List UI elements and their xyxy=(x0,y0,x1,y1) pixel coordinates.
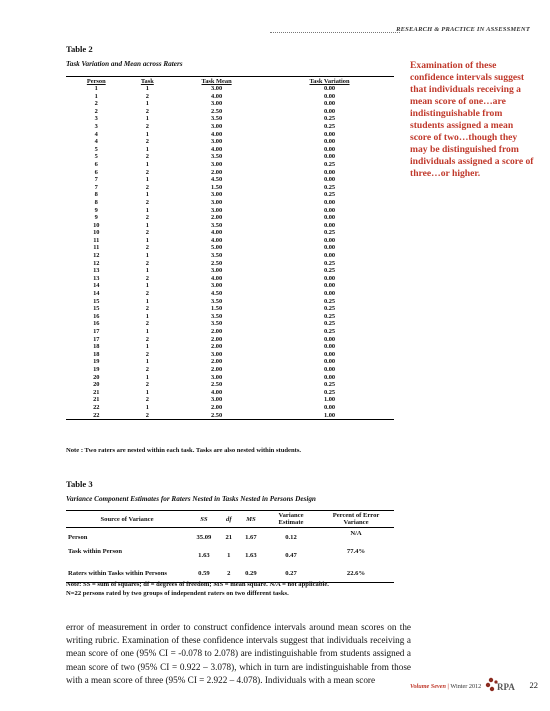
table2-cell: 2 xyxy=(145,305,149,313)
table2-cell: 3.00 xyxy=(211,198,223,206)
table-row xyxy=(66,546,394,564)
table-row xyxy=(66,161,394,169)
table2-cell: 2.50 xyxy=(211,381,223,389)
table3-note xyxy=(66,580,406,598)
table2-cell: 1 xyxy=(145,191,149,199)
table2-cell: 0.00 xyxy=(323,85,336,92)
table2-cell: 2 xyxy=(145,153,149,161)
table2-cell: 0.00 xyxy=(323,206,336,214)
logo-text: RPA xyxy=(497,682,515,692)
table-row xyxy=(66,260,394,268)
table2-cell: 0.00 xyxy=(323,168,336,176)
table2-cell: 0.00 xyxy=(323,290,336,298)
running-title: RESEARCH & PRACTICE IN ASSESSMENT xyxy=(396,26,530,33)
table2-cell: 8 xyxy=(94,191,98,199)
table2-cell: 0.00 xyxy=(323,92,336,100)
table-row xyxy=(66,343,394,351)
table2-cell: 12 xyxy=(93,252,100,260)
table2-cell: 4 xyxy=(94,138,98,146)
table2-cell: 0.00 xyxy=(323,221,336,229)
table2-cell: 3.00 xyxy=(211,160,223,168)
table2-cell: 0.00 xyxy=(323,252,336,260)
running-header xyxy=(270,25,530,39)
table2-cell: 0.00 xyxy=(323,350,336,358)
table2-cell: 2 xyxy=(145,138,149,146)
table2-cell: 4.00 xyxy=(211,92,223,100)
header-dotted-rule xyxy=(270,32,400,33)
table-row xyxy=(66,138,394,146)
table2-cell: 1 xyxy=(145,130,149,138)
table2-cell: 3.50 xyxy=(211,297,223,305)
table2-cell: 17 xyxy=(93,335,100,343)
table2-cell: 11 xyxy=(93,244,100,252)
table2-cell: 0.00 xyxy=(323,130,336,138)
table2-cell: 22 xyxy=(93,403,100,411)
table2-cell: 0.00 xyxy=(323,145,336,153)
table2-cell: 0.00 xyxy=(323,236,336,244)
table2-cell: 2.00 xyxy=(211,343,223,351)
table2-cell: 1 xyxy=(145,145,149,153)
table2-header-task: Task xyxy=(127,77,169,86)
table2-cell: 0.00 xyxy=(323,403,336,411)
table2-cell: 9 xyxy=(94,214,98,222)
table2-cell: 17 xyxy=(93,328,100,335)
table2-cell: 7 xyxy=(94,176,98,184)
table2-cell: 1 xyxy=(145,206,149,214)
table2-cell: 3.50 xyxy=(211,252,223,260)
table3-cell: Person xyxy=(68,533,88,541)
table2-cell: 2.50 xyxy=(211,107,223,115)
table2-cell: 0.25 xyxy=(323,160,336,168)
pull-quote: Examination of these confidence intervals suggest that individuals receiving a mean score of one…are indistinguishable from students assigned a mean score of two…though they may be distinguished from individuals assigned a score of three…or higher. xyxy=(410,60,534,179)
table2-cell: 3.50 xyxy=(211,312,223,320)
table-row xyxy=(66,146,394,154)
table2-cell: 2 xyxy=(145,168,149,176)
table2-cell: 1 xyxy=(145,297,149,305)
page-footer xyxy=(410,676,538,706)
table2-cell: 4.00 xyxy=(211,236,223,244)
table2-cell: 6 xyxy=(94,160,98,168)
table2 xyxy=(66,76,394,420)
table2-cell: 9 xyxy=(94,206,98,214)
table2-cell: 0.25 xyxy=(323,115,336,123)
table2-header-person: Person xyxy=(66,77,127,86)
table2-cell: 0.00 xyxy=(323,244,336,252)
table3-header-variance-estimate: Variance Estimate xyxy=(264,511,318,528)
table2-cell: 0.00 xyxy=(323,274,336,282)
table2-cell: 3.00 xyxy=(211,191,223,199)
table2-cell: 4.00 xyxy=(211,229,223,237)
table2-cell: 3.00 xyxy=(211,206,223,214)
table-row xyxy=(66,396,394,404)
table-row xyxy=(66,115,394,123)
table2-cell: 2 xyxy=(145,320,149,328)
table-row xyxy=(66,412,394,420)
table2-cell: 2 xyxy=(145,214,149,222)
table2-cell: 0.25 xyxy=(323,267,336,275)
table2-cell: 16 xyxy=(93,320,100,328)
table-row xyxy=(66,366,394,374)
table3-header-ms: MS xyxy=(238,511,264,528)
table-row xyxy=(66,528,394,547)
table-row xyxy=(66,93,394,101)
table2-cell: 3.00 xyxy=(211,396,223,404)
table2-cell: 1 xyxy=(145,236,149,244)
table2-cell: 2 xyxy=(94,107,98,115)
table2-cell: 0.25 xyxy=(323,191,336,199)
table3-title: Table 3 xyxy=(66,479,93,489)
table2-cell: 0.25 xyxy=(323,305,336,313)
table2-cell: 0.25 xyxy=(323,183,336,191)
table3-cell: 77.4% xyxy=(346,548,366,555)
table2-cell: 2.00 xyxy=(211,335,223,343)
table-row xyxy=(66,169,394,177)
table2-cell: 1 xyxy=(145,328,149,335)
table2-cell: 14 xyxy=(93,282,100,290)
table2-cell: 3.00 xyxy=(211,350,223,358)
table2-cell: 1 xyxy=(145,267,149,275)
table-row xyxy=(66,282,394,290)
table3-header-percent-error: Percent of Error Variance xyxy=(318,511,394,528)
table2-cell: 1 xyxy=(145,100,149,108)
table2-cell: 8 xyxy=(94,198,98,206)
table2-cell: 0.00 xyxy=(323,198,336,206)
table-row xyxy=(66,374,394,382)
table2-cell: 13 xyxy=(93,274,100,282)
table2-cell: 1.00 xyxy=(265,412,394,420)
table-row xyxy=(66,123,394,131)
table-row xyxy=(66,131,394,139)
table2-cell: 4.50 xyxy=(211,176,223,184)
table-row xyxy=(66,229,394,237)
table2-cell: 1 xyxy=(145,176,149,184)
table2-caption: Task Variation and Mean across Raters xyxy=(66,60,183,68)
table-row xyxy=(66,328,394,336)
table3-note-line2: N=22 persons rated by two groups of independent raters on two different tasks. xyxy=(66,590,289,597)
body-paragraph: error of measurement in order to construct confidence intervals around mean scores on the writing rubric. Examination of these confidence intervals suggest that individuals receiving a mean score of one (95% CI = -0.078 to 2.078) are indistinguishable from students assigned a mean score of two (95% CI = 0.922 – 3.078), which in turn are indistinguishable from those with a mean score of three (95% CI = 2.922 – 4.078). Individuals with a mean score xyxy=(66,622,411,685)
table2-cell: 2 xyxy=(145,365,149,373)
table2-cell: 0.25 xyxy=(323,328,336,335)
table2-cell: 0.00 xyxy=(323,214,336,222)
table2-cell: 6 xyxy=(94,168,98,176)
table3-note-line1: Note: SS = sum of squares; df = degrees of freedom; MS = mean square. N/A = not applicable. xyxy=(66,581,329,588)
table-row xyxy=(66,404,394,412)
table3-cell: Task within Person xyxy=(68,548,122,555)
table2-cell: 2.50 xyxy=(211,259,223,267)
table2-cell: 2 xyxy=(127,412,169,420)
table3-cell: 0.29 xyxy=(238,564,264,583)
table2-cell: 2 xyxy=(145,183,149,191)
table-row xyxy=(66,298,394,306)
table2-header-task-mean: Task Mean xyxy=(168,77,265,86)
table3-cell: 2 xyxy=(220,564,238,583)
table-row xyxy=(66,199,394,207)
table2-cell: 3.00 xyxy=(211,282,223,290)
table2-body xyxy=(66,85,394,420)
table2-cell: 4.00 xyxy=(211,145,223,153)
table2-cell: 20 xyxy=(93,381,100,389)
table2-cell: 1 xyxy=(145,373,149,381)
table3-cell: Raters within Tasks within Persons xyxy=(66,564,188,583)
table2-cell: 3 xyxy=(94,115,98,123)
table2-cell: 3.00 xyxy=(211,122,223,130)
table2-cell: 3.00 xyxy=(211,267,223,275)
table2-cell: 13 xyxy=(93,267,100,275)
table2-header-task-variation: Task Variation xyxy=(265,77,394,86)
table3-cell: 1 xyxy=(227,551,231,559)
table2-note: Note : Two raters are nested within each task. Tasks are also nested within students. xyxy=(66,447,302,454)
table-row xyxy=(66,313,394,321)
table-row xyxy=(66,184,394,192)
table2-cell: 2 xyxy=(145,335,149,343)
table2-cell: 0.00 xyxy=(323,343,336,351)
footer-volume: Volume Seven | Winter 2012 xyxy=(410,683,482,690)
table2-cell: 4.00 xyxy=(211,274,223,282)
footer-volume-label: Volume Seven xyxy=(410,683,446,690)
table2-cell: 2.00 xyxy=(211,403,223,411)
table2-cell: 2 xyxy=(145,259,149,267)
table2-cell: 1 xyxy=(145,85,149,92)
table-row xyxy=(66,305,394,313)
table-row xyxy=(66,336,394,344)
table2-cell: 0.00 xyxy=(323,176,336,184)
table2-cell: 0.25 xyxy=(323,122,336,130)
table3-cell: 1.67 xyxy=(245,533,257,541)
table-row xyxy=(66,320,394,328)
table3-cell: 22.6% xyxy=(318,564,394,583)
table3-cell: 0.59 xyxy=(188,564,220,583)
table2-cell: 0.25 xyxy=(323,259,336,267)
table2-cell: 0.00 xyxy=(323,100,336,108)
rpa-logo-icon xyxy=(485,674,515,696)
table3-cell: 35.09 xyxy=(196,533,212,541)
table2-cell: 20 xyxy=(93,373,100,381)
table2-cell: 2 xyxy=(145,350,149,358)
table2-cell: 4.50 xyxy=(211,290,223,298)
table2-cell: 3.50 xyxy=(211,115,223,123)
table3 xyxy=(66,510,394,583)
table2-cell: 1 xyxy=(145,115,149,123)
table2-cell: 4 xyxy=(94,130,98,138)
table3-cell: 1.63 xyxy=(198,551,210,559)
table2-cell: 14 xyxy=(93,290,100,298)
table2-cell: 1 xyxy=(145,403,149,411)
table-row xyxy=(66,108,394,116)
table2-cell: 0.25 xyxy=(323,320,336,328)
table-row xyxy=(66,100,394,108)
table-row xyxy=(66,207,394,215)
table2-cell: 7 xyxy=(94,183,98,191)
table3-cell: 0.47 xyxy=(285,551,297,559)
table2-cell: 3 xyxy=(94,122,98,130)
table2-cell: 2 xyxy=(145,198,149,206)
table2-cell: 1 xyxy=(94,92,98,100)
table-row xyxy=(66,351,394,359)
table2-cell: 0.00 xyxy=(323,138,336,146)
table2-cell: 18 xyxy=(93,350,100,358)
table2-cell: 21 xyxy=(93,396,100,404)
table2-cell: 0.00 xyxy=(323,335,336,343)
table2-cell: 15 xyxy=(93,305,100,313)
table-row xyxy=(66,389,394,397)
table2-cell: 1 xyxy=(145,388,149,396)
table2-cell: 1.50 xyxy=(211,305,223,313)
table2-cell: 11 xyxy=(93,236,100,244)
table2-cell: 2.50 xyxy=(168,412,265,420)
table2-cell: 15 xyxy=(93,297,100,305)
table2-cell: 2.00 xyxy=(211,328,223,335)
table2-cell: 21 xyxy=(93,388,100,396)
table3-cell: 0.12 xyxy=(285,533,297,541)
page-number: 22 xyxy=(529,680,538,690)
table2-cell: 18 xyxy=(93,343,100,351)
table2-cell: 22 xyxy=(66,412,127,420)
table2-cell: 3.00 xyxy=(211,85,223,92)
table2-cell: 4.00 xyxy=(211,130,223,138)
table2-cell: 1.00 xyxy=(323,396,336,404)
table2-cell: 2 xyxy=(145,122,149,130)
table-row xyxy=(66,267,394,275)
table2-cell: 2 xyxy=(145,274,149,282)
table2-cell: 19 xyxy=(93,358,100,366)
table2-cell: 1 xyxy=(145,252,149,260)
table3-caption: Variance Component Estimates for Raters Nested in Tasks Nested in Persons Design xyxy=(66,495,316,503)
table2-cell: 0.25 xyxy=(323,388,336,396)
table-row xyxy=(66,252,394,260)
table2-title: Table 2 xyxy=(66,44,93,54)
table2-cell: 0.00 xyxy=(323,358,336,366)
table-row xyxy=(66,191,394,199)
table-row xyxy=(66,85,394,93)
table2-cell: 0.25 xyxy=(323,297,336,305)
table2-cell: 0.25 xyxy=(323,229,336,237)
table2-cell: 3.00 xyxy=(211,138,223,146)
table2-cell: 2 xyxy=(145,396,149,404)
footer-season: Winter 2012 xyxy=(450,683,482,690)
table2-cell: 3.50 xyxy=(211,221,223,229)
table2-cell: 10 xyxy=(93,229,100,237)
table-row xyxy=(66,358,394,366)
table2-cell: 0.25 xyxy=(323,312,336,320)
table2-cell: 12 xyxy=(93,259,100,267)
table2-cell: 1 xyxy=(145,343,149,351)
table2-cell: 0.00 xyxy=(323,282,336,290)
table-row xyxy=(66,275,394,283)
table2-cell: 19 xyxy=(93,365,100,373)
table3-cell: N/A xyxy=(350,530,362,537)
table-row xyxy=(66,214,394,222)
table2-cell: 5 xyxy=(94,145,98,153)
table3-cell: 1.63 xyxy=(245,551,257,559)
table2-cell: 5.00 xyxy=(211,244,223,252)
table2-cell: 10 xyxy=(93,221,100,229)
table3-header-source: Source of Variance xyxy=(66,511,188,528)
table2-cell: 1 xyxy=(145,160,149,168)
table3-header-ss: SS xyxy=(188,511,220,528)
table2-cell: 2 xyxy=(145,229,149,237)
table-row xyxy=(66,290,394,298)
table2-cell: 2.00 xyxy=(211,168,223,176)
table-row xyxy=(66,153,394,161)
table-row xyxy=(66,176,394,184)
table2-cell: 1 xyxy=(145,221,149,229)
table2-cell: 16 xyxy=(93,312,100,320)
table3-cell: 21 xyxy=(225,533,233,541)
table2-cell: 2 xyxy=(145,107,149,115)
table2-cell: 2 xyxy=(145,381,149,389)
table2-cell: 3.00 xyxy=(211,373,223,381)
table2-cell: 2 xyxy=(94,100,98,108)
table2-cell: 4.00 xyxy=(211,388,223,396)
table2-cell: 1 xyxy=(145,312,149,320)
table-row xyxy=(66,381,394,389)
table2-cell: 1 xyxy=(145,358,149,366)
table-row xyxy=(66,244,394,252)
table2-cell: 0.25 xyxy=(323,381,336,389)
table2-cell: 0.00 xyxy=(323,107,336,115)
table2-cell: 1 xyxy=(94,85,98,92)
table2-cell: 2 xyxy=(145,244,149,252)
table2-cell: 2 xyxy=(145,290,149,298)
table2-cell: 5 xyxy=(94,153,98,161)
table2-cell: 1 xyxy=(145,282,149,290)
table2-cell: 3.00 xyxy=(211,100,223,108)
table2-cell: 3.50 xyxy=(211,320,223,328)
table2-cell: 0.00 xyxy=(323,365,336,373)
table2-cell: 2.00 xyxy=(211,214,223,222)
table2-cell: 2.00 xyxy=(211,358,223,366)
table3-header-df: df xyxy=(220,511,238,528)
table-row xyxy=(66,237,394,245)
table2-cell: 2 xyxy=(145,92,149,100)
table2-cell: 0.00 xyxy=(323,153,336,161)
table2-cell: 1.50 xyxy=(211,183,223,191)
table2-cell: 2.00 xyxy=(211,365,223,373)
table-row xyxy=(66,222,394,230)
table2-cell: 0.00 xyxy=(323,373,336,381)
table2-cell: 3.50 xyxy=(211,153,223,161)
table3-cell: 0.27 xyxy=(264,564,318,583)
